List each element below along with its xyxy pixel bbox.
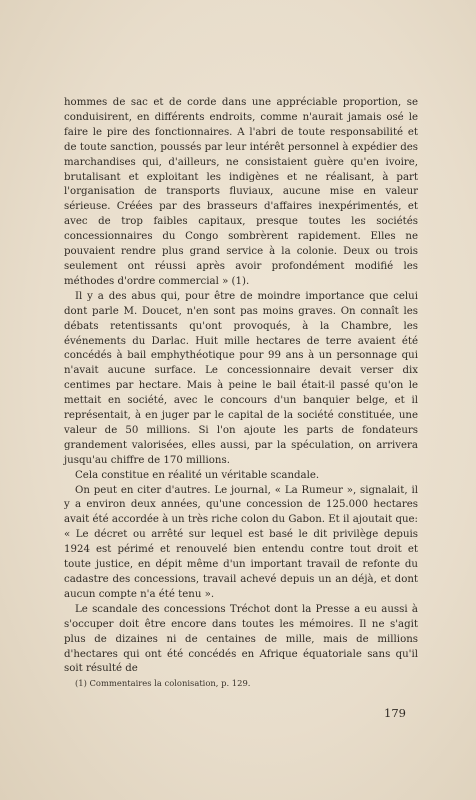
body-text — [64, 96, 418, 677]
page-number: 179 — [384, 706, 406, 720]
paragraph: On peut en citer d'autres. Le journal, « La Rumeur », signalait, il y a environ deux années, qu'une concession de 125.000 hectares avait été accordée à un très riche colon du Gabon. Et il ajoutait que: « Le décret ou arrêté sur lequel est basé le dit privilège depuis 1924 est périmé et renouvelé bien entendu contre tout droit et toute justice, en dépit même d'un important travail de refonte du cadastre des concessions, travail achevé depuis un an déjà, et dont aucun compte n'a été tenu ». — [64, 484, 418, 600]
paragraph: Cela constitue en réalité un véritable scandale. — [75, 469, 320, 481]
paragraph: hommes de sac et de corde dans une appréciable proportion, se conduisirent, en différents endroits, comme n'aurait jamais osé le faire le pire des fonctionnaires. A l'abri de toute responsabilité et de toute sanction, poussés par leur intérêt personnel à expédier des marchandises qui, d'ailleurs, ne consistaient guère qu'en ivoire, brutalisant et exploitant les indigènes et ne réalisant, à part l'organisation de transports fluviaux, aucune mise en valeur sérieuse. Créées par des brasseurs d'affaires inexpérimentés, et avec de trop faibles capitaux, presque toutes les sociétés concessionnaires du Congo sombrèrent rapidement. Elles ne pouvaient rendre plus grand service à la colonie. Deux ou trois seulement ont réussi après avoir profondément modifié les méthodes d'ordre commercial » (1). — [64, 97, 418, 287]
footnote: (1) Commentaires la colonisation, p. 129. — [75, 678, 251, 688]
paragraph: Il y a des abus qui, pour être de moindre importance que celui dont parle M. Doucet, n'en sont pas moins graves. On connaît les débats retentissants qu'ont provoqués, à la Chambre, les événements du Darlac. Huit mille hectares de terre avaient été concédés à bail emphythéotique pour 99 ans à un personnage qui n'avait aucune surface. Le concessionnaire devait verser dix centimes par hectare. Mais à peine le bail était-il passé qu'on le mettait en société, avec le concours d'un banquier belge, et il représentait, à en juger par le capital de la société constituée, une valeur de 50 millions. Si l'on ajoute les parts de fondateurs grandement valorisées, elles aussi, par la spéculation, on arrivera jusqu'au chiffre de 170 millions. — [64, 290, 418, 466]
paragraph: Le scandale des concessions Tréchot dont la Presse a eu aussi à s'occuper doit être encore dans toutes les mémoires. Il ne s'agit plus de dizaines ni de centaines de mille, mais de millions d'hectares qui ont été concédés en Afrique équatoriale sans qu'il soit résulté de — [64, 603, 418, 675]
